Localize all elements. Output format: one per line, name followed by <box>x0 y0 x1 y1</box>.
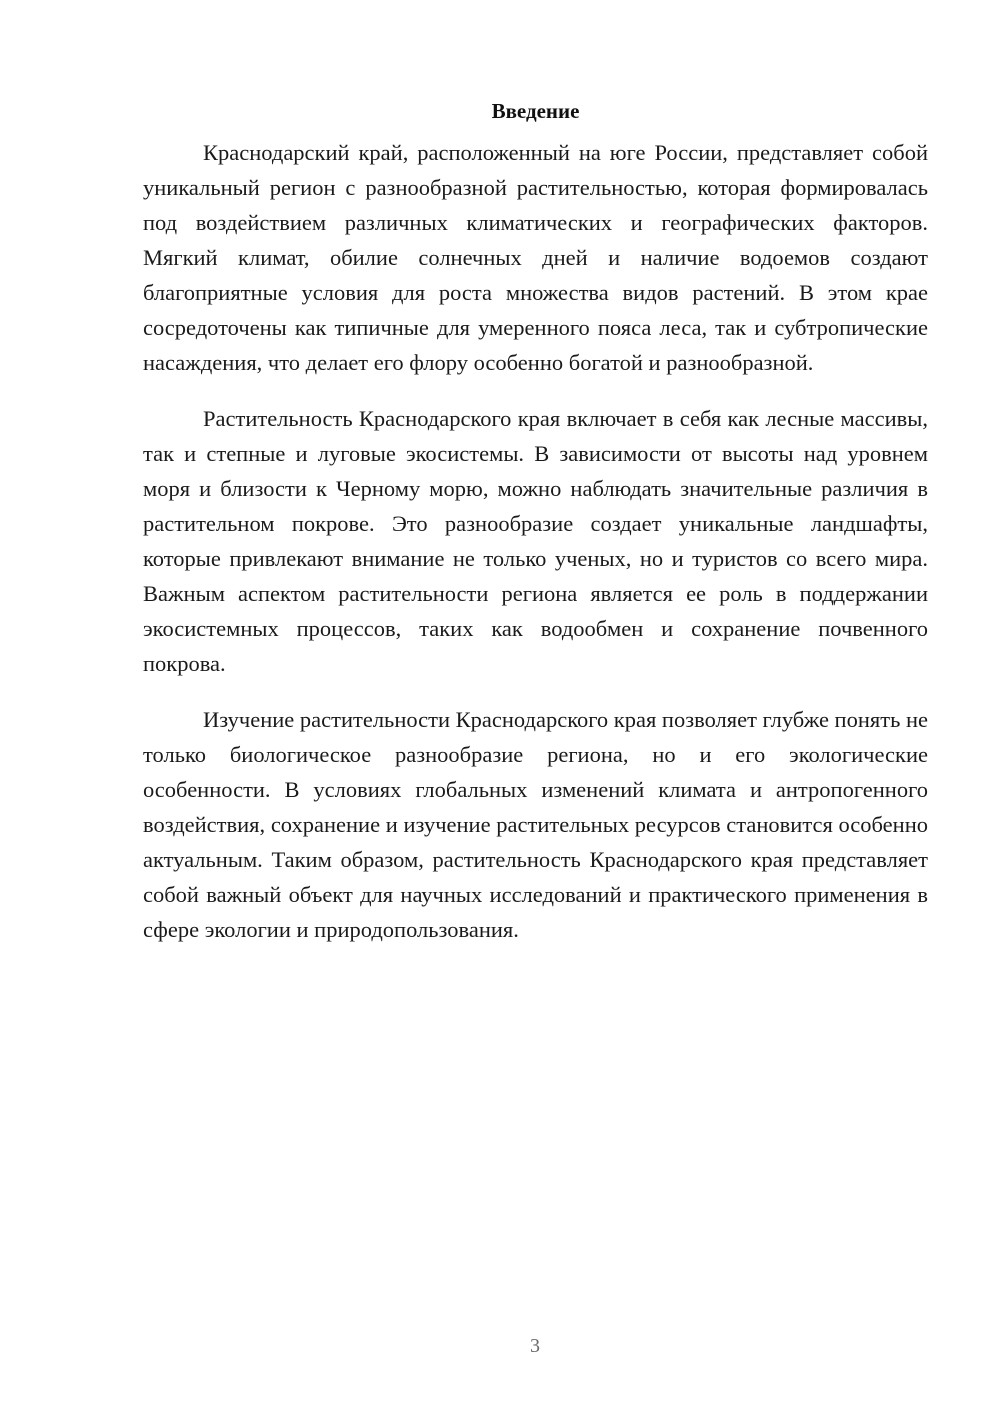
paragraph-2: Растительность Краснодарского края включает в себя как лесные массивы, так и степные и луговые экосистемы. В зависимости от высоты над уровнем моря и близости к Черному морю, можно наблюдать значительные различия в растительном покрове. Это разнообразие создает уникальные ландшафты, которые привлекают внимание не только ученых, но и туристов со всего мира. Важным аспектом растительности региона является ее роль в поддержании экосистемных процессов, таких как водообмен и сохранение почвенного покрова. <box>143 406 928 676</box>
page-content <box>143 96 928 968</box>
paragraph-3: Изучение растительности Краснодарского края позволяет глубже понять не только биологическое разнообразие региона, но и его экологические особенности. В условиях глобальных изменений климата и антропогенного воздействия, сохранение и изучение растительных ресурсов становится особенно актуальным. Таким образом, растительность Краснодарского края представляет собой важный объект для научных исследований и практического применения в сфере экологии и природопользования. <box>143 707 928 942</box>
page-number: 3 <box>530 1335 540 1357</box>
paragraph-1: Краснодарский край, расположенный на юге России, представляет собой уникальный регион с разнообразной растительностью, которая формировалась под воздействием различных климатических и географических факторов. Мягкий климат, обилие солнечных дней и наличие водоемов создают благоприятные условия для роста множества видов растений. В этом крае сосредоточены как типичные для умеренного пояса леса, так и субтропические насаждения, что делает его флору особенно богатой и разнообразной. <box>143 140 928 375</box>
section-heading: Введение <box>491 99 580 123</box>
